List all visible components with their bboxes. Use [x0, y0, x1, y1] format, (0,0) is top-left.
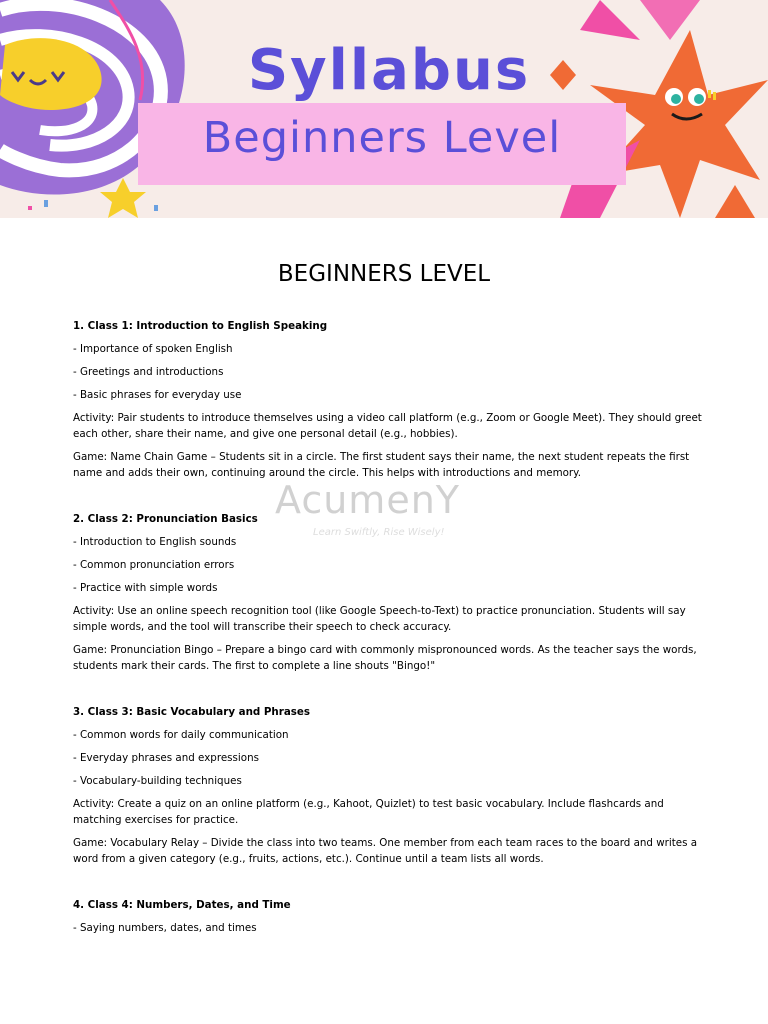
class-2-game: Game: Pronunciation Bingo – Prepare a bingo card with commonly mispronounced words. As the teacher says the words, students mark their cards. The first to complete a line shouts "Bingo!": [73, 644, 697, 672]
class-1-bullet: - Importance of spoken English: [73, 343, 233, 355]
class-3-bullet: - Everyday phrases and expressions: [73, 752, 259, 764]
class-2-bullet: - Introduction to English sounds: [73, 536, 237, 548]
watermark-name: AcumenY: [275, 478, 460, 522]
syllabus-banner: [0, 0, 768, 218]
class-1-game: Game: Name Chain Game – Students sit in a circle. The first student says their name, the next student repeats the first name and adds their own, continuing around the circle. This helps with introductions and memory.: [73, 451, 690, 479]
page-heading: BEGINNERS LEVEL: [277, 261, 491, 288]
class-1-activity: Activity: Pair students to introduce themselves using a video call platform (e.g., Zoom or Google Meet). They should greet each other, share their name, and give one personal detail (e.g., hobbies).: [73, 412, 702, 440]
class-2-bullet: - Practice with simple words: [73, 582, 218, 594]
class-2-bullet: - Common pronunciation errors: [73, 559, 235, 571]
class-2-title: 2. Class 2: Pronunciation Basics: [73, 513, 258, 525]
class-3-title: 3. Class 3: Basic Vocabulary and Phrases: [73, 706, 311, 718]
class-1-title: 1. Class 1: Introduction to English Speaking: [73, 320, 328, 332]
class-3-bullet: - Vocabulary-building techniques: [73, 775, 242, 787]
banner-subtitle: Beginners Level: [202, 113, 562, 163]
banner-title: Syllabus: [247, 38, 531, 103]
class-3-activity: Activity: Create a quiz on an online platform (e.g., Kahoot, Quizlet) to test basic vocabulary. Include flashcards and matching exercises for practice.: [73, 798, 664, 826]
class-2-activity: Activity: Use an online speech recognition tool (like Google Speech-to-Text) to practice pronunciation. Students will say simple words, and the tool will transcribe their speech to check accuracy.: [73, 605, 686, 633]
class-4-title: 4. Class 4: Numbers, Dates, and Time: [73, 899, 291, 911]
watermark-tagline: Learn Swiftly, Rise Wisely!: [313, 527, 445, 538]
class-1-bullet: - Greetings and introductions: [73, 366, 224, 378]
class-3-game: Game: Vocabulary Relay – Divide the class into two teams. One member from each team races to the board and writes a word from a given category (e.g., fruits, actions, etc.). Continue until a team lists all words.: [73, 837, 698, 865]
class-4-bullet: - Saying numbers, dates, and times: [73, 922, 257, 934]
class-1-bullet: - Basic phrases for everyday use: [73, 389, 242, 401]
class-3-bullet: - Common words for daily communication: [73, 729, 289, 741]
